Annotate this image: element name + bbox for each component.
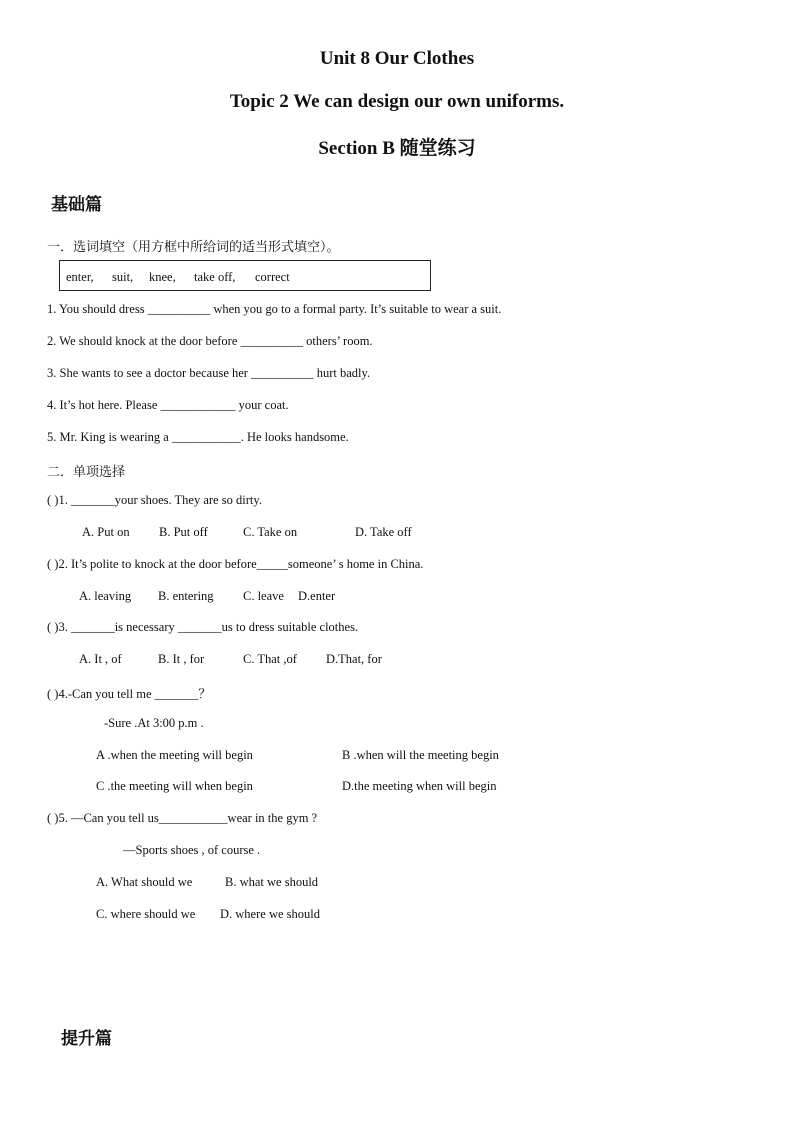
part2-instruction: 二．单项选择	[47, 465, 126, 480]
question-stem: ( )2. It’s polite to knock at the door before_____someone’ s home in China.	[47, 557, 424, 571]
word-box-word: take off,	[194, 270, 236, 284]
page-title: Unit 8 Our Clothes	[319, 48, 475, 69]
word-box-word: knee,	[149, 270, 176, 284]
question-stem: ( )1. _______your shoes. They are so dirty.	[47, 493, 262, 507]
fill-blank-item: 4. It’s hot here. Please ____________ your coat.	[47, 398, 289, 412]
fill-blank-item: 5. Mr. King is wearing a ___________. He looks handsome.	[47, 430, 349, 444]
option: A .when the meeting will begin	[96, 748, 253, 762]
option: C. Take on	[243, 525, 298, 539]
option: C. That ,of	[243, 652, 297, 666]
option: A. What should we	[96, 875, 193, 889]
dialogue-answer: -Sure .At 3:00 p.m .	[104, 716, 204, 730]
option: D.That, for	[326, 652, 382, 666]
option: B. what we should	[225, 875, 319, 889]
word-box	[59, 260, 431, 291]
option: D.enter	[298, 589, 336, 603]
word-box-word: correct	[255, 270, 290, 284]
option: A. leaving	[79, 589, 132, 603]
question-stem: ( )5. —Can you tell us___________wear in the gym ?	[47, 811, 318, 825]
option: D.the meeting when will begin	[342, 779, 497, 793]
fill-blank-item: 3. She wants to see a doctor because her __________ hurt badly.	[47, 366, 371, 380]
question-stem: ( )4.-Can you tell me _______？	[47, 687, 211, 701]
section-title: Section B 随堂练习	[318, 138, 476, 159]
fill-blank-item: 2. We should knock at the door before __________ others’ room.	[47, 334, 373, 348]
option: A. It , of	[79, 652, 122, 666]
topic-title: Topic 2 We can design our own uniforms.	[229, 91, 565, 112]
dialogue-answer: —Sports shoes , of course .	[123, 843, 261, 857]
option: B. Put off	[159, 525, 208, 539]
option: B. It , for	[158, 652, 205, 666]
word-box-word: enter,	[66, 270, 94, 284]
advanced-heading: 提升篇	[61, 1029, 112, 1048]
option: C .the meeting will when begin	[96, 779, 253, 793]
option: C. leave	[243, 589, 284, 603]
fill-blank-item: 1. You should dress __________ when you go to a formal party. It’s suitable to wear a suit.	[47, 302, 502, 316]
question-stem: ( )3. _______is necessary _______us to dress suitable clothes.	[47, 620, 359, 634]
option: A. Put on	[82, 525, 130, 539]
part1-instruction: 一．选词填空（用方框中所给词的适当形式填空）。	[47, 240, 340, 255]
option: B .when will the meeting begin	[342, 748, 499, 762]
option: D. Take off	[355, 525, 412, 539]
basic-heading: 基础篇	[51, 195, 102, 214]
option: C. where should we	[96, 907, 196, 921]
word-box-word: suit,	[112, 270, 134, 284]
option: B. entering	[158, 589, 214, 603]
option: D. where we should	[220, 907, 320, 921]
